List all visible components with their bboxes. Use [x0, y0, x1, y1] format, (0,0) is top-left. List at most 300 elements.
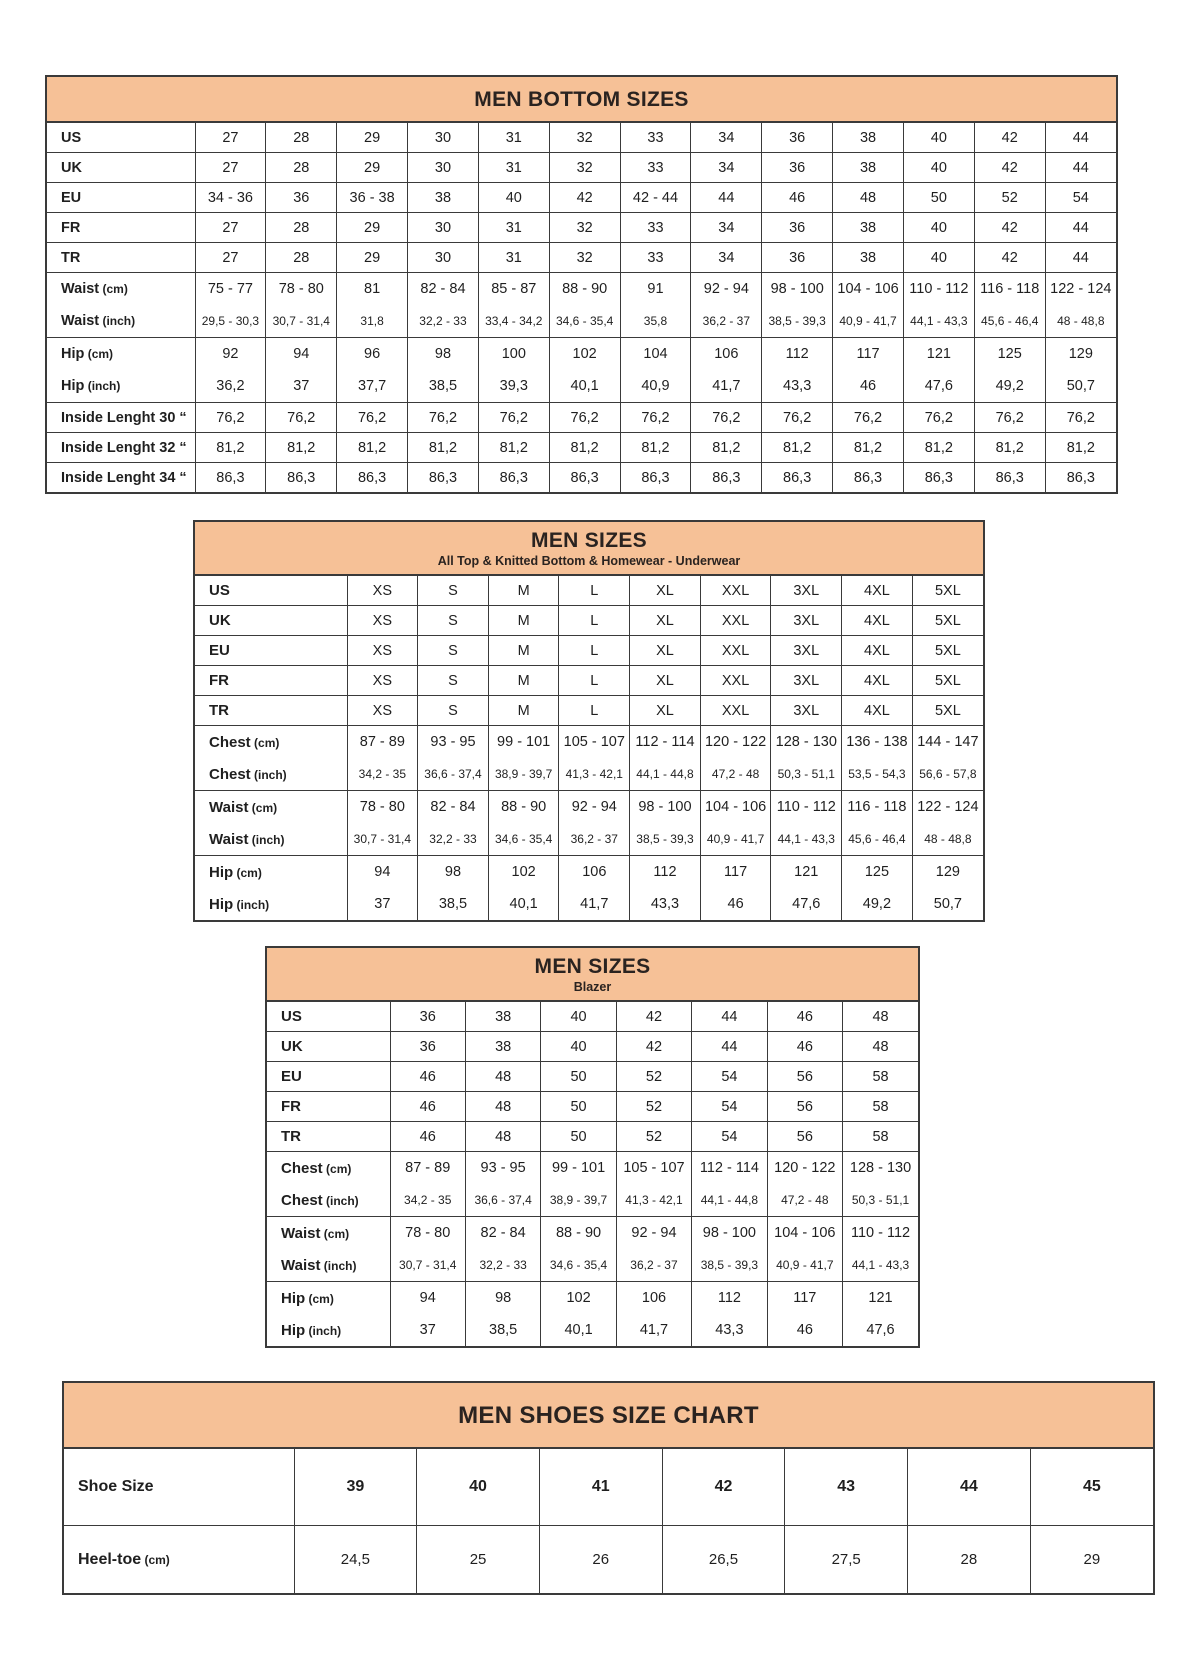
table-cell: 50 — [541, 1092, 616, 1122]
table-cell: 40,1 — [488, 888, 559, 920]
men-sizes-tops-grid — [195, 576, 983, 920]
table-cell: S — [418, 696, 489, 726]
table-cell: 43,3 — [630, 888, 701, 920]
table-cell: 50 — [541, 1122, 616, 1152]
row-label: TR — [47, 243, 195, 273]
table-cell: 26 — [539, 1526, 662, 1594]
table-cell: 36,2 - 37 — [559, 823, 630, 856]
table-cell: 34 — [691, 153, 762, 183]
table-cell: 45,6 - 46,4 — [842, 823, 913, 856]
table-cell: 104 — [620, 338, 691, 371]
table-cell: 76,2 — [408, 403, 479, 433]
table-cell: 30 — [408, 123, 479, 153]
row-label: Chest (cm) — [195, 726, 347, 759]
table-cell: 46 — [762, 183, 833, 213]
table-cell: 44 — [1045, 243, 1116, 273]
row-label: Chest (cm) — [267, 1152, 390, 1185]
table-cell: XL — [630, 576, 701, 606]
table-cell: 4XL — [842, 606, 913, 636]
table-cell: 105 - 107 — [559, 726, 630, 759]
table-cell: L — [559, 636, 630, 666]
table-cell: 121 — [843, 1282, 918, 1315]
table-cell: 81,2 — [974, 433, 1045, 463]
table-cell: 37 — [266, 370, 337, 403]
table-cell: 76,2 — [337, 403, 408, 433]
table-cell: 30 — [408, 213, 479, 243]
table-cell: 27 — [195, 153, 266, 183]
row-label: Waist (inch) — [209, 830, 285, 848]
table-cell: 53,5 - 54,3 — [842, 758, 913, 791]
table-cell: 46 — [767, 1002, 842, 1032]
table-cell: 110 - 112 — [903, 273, 974, 306]
table-cell: 24,5 — [294, 1526, 417, 1594]
table-cell: 48 — [465, 1062, 540, 1092]
table-cell: 36 — [390, 1002, 465, 1032]
table-cell: 33 — [620, 243, 691, 273]
table-cell: 37,7 — [337, 370, 408, 403]
table-cell: 76,2 — [266, 403, 337, 433]
table-cell: 4XL — [842, 696, 913, 726]
table-cell: 88 - 90 — [488, 791, 559, 824]
table-cell: 36 — [762, 213, 833, 243]
table-cell: 86,3 — [549, 463, 620, 493]
table-cell: 44 — [908, 1449, 1031, 1526]
table-cell: 81,2 — [549, 433, 620, 463]
table-cell: 48 - 48,8 — [1045, 305, 1116, 338]
table-row — [47, 403, 1116, 433]
table-cell: 86,3 — [266, 463, 337, 493]
table-cell: 47,2 - 48 — [700, 758, 771, 791]
table-cell: 32,2 - 33 — [465, 1249, 540, 1282]
table-row — [47, 433, 1116, 463]
table-cell: 86,3 — [762, 463, 833, 493]
table-cell: 40 — [903, 153, 974, 183]
table-cell: 76,2 — [620, 403, 691, 433]
men-bottom-sizes-table — [45, 75, 1118, 494]
table-cell: 94 — [347, 856, 418, 889]
table-cell: 112 — [692, 1282, 767, 1315]
men-bottom-sizes-grid — [47, 123, 1116, 492]
table-cell: 56 — [767, 1062, 842, 1092]
table-cell: 40 — [541, 1002, 616, 1032]
table-cell: 128 - 130 — [771, 726, 842, 759]
table-cell: 38 — [833, 153, 904, 183]
table-cell: 50,7 — [1045, 370, 1116, 403]
table-cell: 86,3 — [337, 463, 408, 493]
table-cell: M — [488, 606, 559, 636]
table-cell: 98 - 100 — [630, 791, 701, 824]
men-shoes-size-chart-header — [64, 1383, 1153, 1449]
table-cell: 96 — [337, 338, 408, 371]
table-cell: 98 — [408, 338, 479, 371]
table-cell: 32,2 - 33 — [418, 823, 489, 856]
table-cell: 36 — [266, 183, 337, 213]
table-cell: 47,6 — [843, 1314, 918, 1346]
table-cell: 29 — [337, 153, 408, 183]
table-cell: L — [559, 696, 630, 726]
table-cell: 87 - 89 — [347, 726, 418, 759]
table-cell: 36 — [390, 1032, 465, 1062]
table-cell: XS — [347, 636, 418, 666]
row-label: UK — [267, 1032, 390, 1062]
table-cell: 100 — [478, 338, 549, 371]
table-cell: 27 — [195, 123, 266, 153]
table-cell: 45 — [1030, 1449, 1153, 1526]
table-cell: 46 — [700, 888, 771, 920]
table-cell: 120 - 122 — [700, 726, 771, 759]
row-label: US — [281, 1008, 302, 1025]
table-cell: 54 — [692, 1122, 767, 1152]
table-row — [47, 213, 1116, 243]
table-cell: S — [418, 636, 489, 666]
table-cell: 33 — [620, 153, 691, 183]
table-row — [47, 273, 1116, 306]
table-cell: 85 - 87 — [478, 273, 549, 306]
table-cell: 52 — [616, 1092, 691, 1122]
table-cell: 41 — [539, 1449, 662, 1526]
table-cell: 29 — [1030, 1526, 1153, 1594]
table-cell: 38,5 - 39,3 — [762, 305, 833, 338]
table-cell: 34,6 - 35,4 — [541, 1249, 616, 1282]
men-bottom-sizes-header — [47, 77, 1116, 123]
table-row — [267, 1184, 918, 1217]
table-cell: 5XL — [912, 696, 983, 726]
table-cell: 81,2 — [337, 433, 408, 463]
table-row — [267, 1062, 918, 1092]
table-cell: 56 — [767, 1092, 842, 1122]
table-cell: 50 — [903, 183, 974, 213]
table-subtitle: All Top & Knitted Bottom & Homewear - Underwear — [437, 554, 741, 568]
table-cell: 76,2 — [762, 403, 833, 433]
table-cell: 32 — [549, 123, 620, 153]
table-cell: 36 — [762, 243, 833, 273]
row-label: Waist (cm) — [267, 1217, 390, 1250]
table-cell: 112 - 114 — [692, 1152, 767, 1185]
table-row — [195, 791, 983, 824]
table-cell: 102 — [541, 1282, 616, 1315]
row-label: FR — [195, 666, 347, 696]
table-row — [47, 183, 1116, 213]
table-row — [267, 1217, 918, 1250]
table-row — [47, 153, 1116, 183]
table-cell: 93 - 95 — [465, 1152, 540, 1185]
table-row — [267, 1249, 918, 1282]
table-row — [47, 338, 1116, 371]
table-cell: 81,2 — [620, 433, 691, 463]
table-cell: 44 — [1045, 213, 1116, 243]
table-cell: 3XL — [771, 696, 842, 726]
table-cell: 58 — [843, 1122, 918, 1152]
table-cell: 136 - 138 — [842, 726, 913, 759]
table-cell: 31 — [478, 243, 549, 273]
table-cell: 44 — [692, 1032, 767, 1062]
table-cell: XXL — [700, 576, 771, 606]
table-cell: 56 — [767, 1122, 842, 1152]
table-cell: M — [488, 576, 559, 606]
table-cell: 94 — [390, 1282, 465, 1315]
table-cell: 38 — [833, 213, 904, 243]
table-row — [47, 123, 1116, 153]
table-title: MEN SIZES — [534, 955, 651, 978]
table-cell: 34 — [691, 243, 762, 273]
table-cell: 54 — [692, 1092, 767, 1122]
table-cell: 32 — [549, 153, 620, 183]
table-cell: 28 — [266, 213, 337, 243]
table-row — [195, 856, 983, 889]
table-cell: 42 — [549, 183, 620, 213]
table-cell: 34,2 - 35 — [347, 758, 418, 791]
table-cell: 116 - 118 — [842, 791, 913, 824]
table-cell: 40 — [903, 243, 974, 273]
table-cell: 121 — [903, 338, 974, 371]
table-cell: 48 — [843, 1032, 918, 1062]
table-cell: 86,3 — [478, 463, 549, 493]
table-cell: 35,8 — [620, 305, 691, 338]
table-cell: 42 — [974, 123, 1045, 153]
table-cell: 31 — [478, 213, 549, 243]
table-row — [267, 1002, 918, 1032]
table-row — [47, 370, 1116, 403]
men-sizes-blazer-header — [267, 948, 918, 1002]
table-row — [267, 1032, 918, 1062]
table-cell: 25 — [417, 1526, 540, 1594]
table-cell: 4XL — [842, 666, 913, 696]
table-row — [195, 636, 983, 666]
table-cell: 30 — [408, 243, 479, 273]
table-cell: 50,3 - 51,1 — [771, 758, 842, 791]
row-label: Shoe Size — [78, 1478, 154, 1495]
row-label: Heel-toe (cm) — [64, 1526, 294, 1594]
table-cell: XS — [347, 696, 418, 726]
table-cell: 76,2 — [691, 403, 762, 433]
table-cell: 34 - 36 — [195, 183, 266, 213]
table-cell: 29 — [337, 123, 408, 153]
table-cell: XXL — [700, 696, 771, 726]
table-cell: 86,3 — [195, 463, 266, 493]
table-cell: 47,6 — [903, 370, 974, 403]
table-cell: 88 - 90 — [549, 273, 620, 306]
table-cell: 40,1 — [541, 1314, 616, 1346]
table-row — [195, 888, 983, 920]
table-cell: 44 — [691, 183, 762, 213]
table-cell: 98 — [465, 1282, 540, 1315]
table-cell: 104 - 106 — [833, 273, 904, 306]
table-cell: 42 — [974, 153, 1045, 183]
table-cell: 28 — [266, 153, 337, 183]
table-cell: 46 — [833, 370, 904, 403]
table-cell: 4XL — [842, 636, 913, 666]
table-cell: 29 — [337, 213, 408, 243]
table-cell: 31,8 — [337, 305, 408, 338]
table-cell: 27 — [195, 213, 266, 243]
table-cell: 128 - 130 — [843, 1152, 918, 1185]
table-cell: 38 — [465, 1032, 540, 1062]
table-cell: 122 - 124 — [912, 791, 983, 824]
table-cell: 36,6 - 37,4 — [418, 758, 489, 791]
table-cell: 48 — [465, 1122, 540, 1152]
table-cell: 45,6 - 46,4 — [974, 305, 1045, 338]
table-cell: 46 — [390, 1122, 465, 1152]
table-cell: 92 — [195, 338, 266, 371]
table-cell: 98 — [418, 856, 489, 889]
row-label: UK — [47, 153, 195, 183]
table-cell: 120 - 122 — [767, 1152, 842, 1185]
men-sizes-tops-header — [195, 522, 983, 576]
table-row — [195, 758, 983, 791]
table-cell: XL — [630, 666, 701, 696]
table-cell: 38,5 - 39,3 — [630, 823, 701, 856]
row-label: Hip (cm) — [267, 1282, 390, 1315]
table-cell: 44,1 - 43,3 — [903, 305, 974, 338]
row-label: EU — [47, 183, 195, 213]
men-sizes-tops-table — [193, 520, 985, 922]
table-cell: 40,1 — [549, 370, 620, 403]
table-cell: 33 — [620, 123, 691, 153]
table-cell: L — [559, 606, 630, 636]
table-title: MEN SHOES SIZE CHART — [458, 1402, 759, 1429]
men-shoes-size-chart-grid — [64, 1449, 1153, 1593]
table-cell: 34,2 - 35 — [390, 1184, 465, 1217]
row-label: Chest (inch) — [281, 1191, 359, 1209]
table-cell: 40,9 - 41,7 — [833, 305, 904, 338]
table-cell: 76,2 — [974, 403, 1045, 433]
table-cell: 33 — [620, 213, 691, 243]
table-cell: 110 - 112 — [843, 1217, 918, 1250]
table-cell: 50,3 - 51,1 — [843, 1184, 918, 1217]
row-label: Waist (inch) — [281, 1256, 357, 1274]
table-cell: 41,7 — [616, 1314, 691, 1346]
table-cell: 116 - 118 — [974, 273, 1045, 306]
table-cell: 81,2 — [408, 433, 479, 463]
table-title: MEN BOTTOM SIZES — [474, 88, 689, 111]
table-cell: 31 — [478, 123, 549, 153]
table-cell: 44,1 - 43,3 — [771, 823, 842, 856]
table-cell: 46 — [390, 1062, 465, 1092]
table-cell: 76,2 — [1045, 403, 1116, 433]
table-cell: 48 — [833, 183, 904, 213]
table-cell: 76,2 — [478, 403, 549, 433]
table-cell: 5XL — [912, 636, 983, 666]
table-cell: 39 — [294, 1449, 417, 1526]
table-cell: 29,5 - 30,3 — [195, 305, 266, 338]
table-cell: XS — [347, 606, 418, 636]
table-cell: 39,3 — [478, 370, 549, 403]
table-cell: 43 — [785, 1449, 908, 1526]
table-cell: 44,1 - 43,3 — [843, 1249, 918, 1282]
table-cell: 40 — [478, 183, 549, 213]
table-title: MEN SIZES — [531, 529, 647, 552]
table-cell: 36 - 38 — [337, 183, 408, 213]
table-row — [267, 1314, 918, 1346]
row-label: Hip (inch) — [61, 378, 121, 394]
table-cell: 94 — [266, 338, 337, 371]
table-row — [267, 1152, 918, 1185]
table-cell: 3XL — [771, 576, 842, 606]
table-cell: XXL — [700, 636, 771, 666]
table-subtitle: Blazer — [573, 980, 612, 994]
table-cell: 125 — [974, 338, 1045, 371]
table-cell: 48 — [843, 1002, 918, 1032]
row-label: Waist (cm) — [195, 791, 347, 824]
table-cell: 86,3 — [1045, 463, 1116, 493]
table-cell: 76,2 — [549, 403, 620, 433]
table-cell: 117 — [833, 338, 904, 371]
table-cell: 40,9 — [620, 370, 691, 403]
table-cell: 34 — [691, 213, 762, 243]
table-cell: XS — [347, 576, 418, 606]
table-cell: 36,2 - 37 — [691, 305, 762, 338]
table-cell: 106 — [691, 338, 762, 371]
table-cell: 38 — [408, 183, 479, 213]
table-cell: 125 — [842, 856, 913, 889]
table-cell: 81,2 — [266, 433, 337, 463]
table-cell: 117 — [700, 856, 771, 889]
table-cell: 33,4 - 34,2 — [478, 305, 549, 338]
table-cell: 52 — [616, 1122, 691, 1152]
table-cell: M — [488, 696, 559, 726]
table-cell: 86,3 — [691, 463, 762, 493]
table-cell: 44 — [692, 1002, 767, 1032]
table-cell: 28 — [908, 1526, 1031, 1594]
table-cell: S — [418, 666, 489, 696]
table-cell: 112 - 114 — [630, 726, 701, 759]
table-cell: 98 - 100 — [762, 273, 833, 306]
table-cell: 86,3 — [974, 463, 1045, 493]
table-row — [64, 1526, 1153, 1594]
table-cell: 75 - 77 — [195, 273, 266, 306]
table-cell: 40 — [417, 1449, 540, 1526]
row-label: FR — [267, 1092, 390, 1122]
table-cell: 49,2 — [842, 888, 913, 920]
table-cell: 38,5 — [418, 888, 489, 920]
table-cell: 99 - 101 — [541, 1152, 616, 1185]
table-cell: 40,9 - 41,7 — [767, 1249, 842, 1282]
table-cell: 38,9 - 39,7 — [488, 758, 559, 791]
table-row — [195, 696, 983, 726]
table-cell: 5XL — [912, 606, 983, 636]
table-cell: 82 - 84 — [408, 273, 479, 306]
table-cell: 91 — [620, 273, 691, 306]
row-label: Hip (inch) — [281, 1321, 342, 1339]
table-cell: 112 — [762, 338, 833, 371]
row-label: Chest (inch) — [209, 765, 287, 783]
table-cell: 36 — [762, 123, 833, 153]
table-cell: 36 — [762, 153, 833, 183]
men-sizes-blazer-table — [265, 946, 920, 1348]
table-cell: 43,3 — [762, 370, 833, 403]
table-row — [64, 1449, 1153, 1526]
table-row — [195, 606, 983, 636]
table-row — [267, 1092, 918, 1122]
table-row — [195, 823, 983, 856]
table-cell: 98 - 100 — [692, 1217, 767, 1250]
table-cell: 42 — [974, 243, 1045, 273]
table-cell: XXL — [700, 606, 771, 636]
table-cell: XL — [630, 696, 701, 726]
table-cell: 42 - 44 — [620, 183, 691, 213]
table-cell: 30,7 - 31,4 — [266, 305, 337, 338]
table-cell: 32 — [549, 213, 620, 243]
table-cell: 3XL — [771, 666, 842, 696]
table-cell: L — [559, 666, 630, 696]
table-cell: 81,2 — [478, 433, 549, 463]
row-label: TR — [267, 1122, 390, 1152]
table-cell: 112 — [630, 856, 701, 889]
table-cell: 49,2 — [974, 370, 1045, 403]
table-cell: XL — [630, 606, 701, 636]
table-cell: 76,2 — [833, 403, 904, 433]
table-cell: 38 — [465, 1002, 540, 1032]
